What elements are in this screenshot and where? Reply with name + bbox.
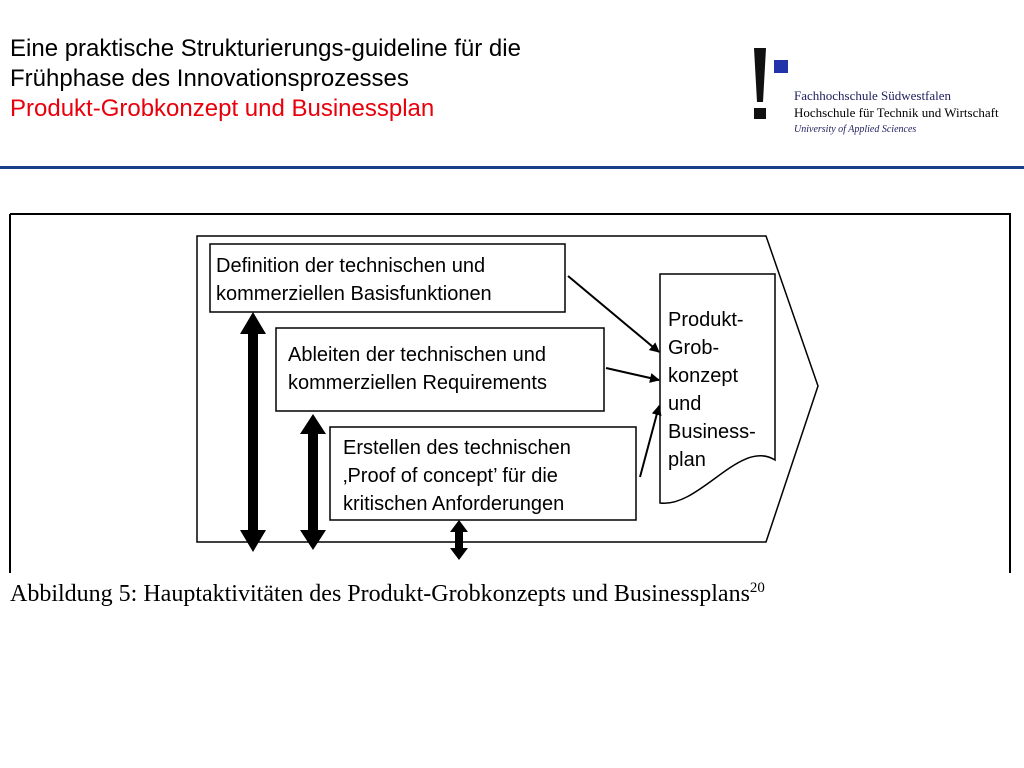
- result-line: konzept: [668, 365, 739, 387]
- result-line: Grob-: [668, 337, 720, 359]
- box-requirements-line-2: kommerziellen Requirements: [288, 372, 547, 394]
- box-proof-line-2: ‚Proof of concept’ für die: [343, 465, 558, 487]
- arrow-box2-to-result: [606, 368, 659, 380]
- double-arrow-large: [240, 312, 266, 552]
- result-line: Business-: [668, 421, 756, 443]
- box-proof-line-1: Erstellen des technischen: [343, 437, 571, 459]
- slide-title: [10, 34, 521, 124]
- result-document-text: [668, 306, 756, 474]
- box-proof-line-3: kritischen Anforderungen: [343, 493, 565, 515]
- logo-line-1: Fachhochschule Südwestfalen: [794, 88, 952, 103]
- double-arrow-small: [450, 520, 468, 560]
- slide-subtitle: Produkt-Grobkonzept und Businessplan: [10, 95, 435, 122]
- caption-text: Abbildung 5: Hauptaktivitäten des Produkt-Grobkonzepts und Businessplans: [10, 581, 750, 607]
- diagram-figure: [0, 170, 1024, 610]
- result-line: plan: [668, 449, 706, 471]
- title-line-1: Eine praktische Strukturierungs-guideline für die: [10, 35, 521, 62]
- figure-caption: [10, 580, 765, 608]
- title-line-2: Frühphase des Innovationsprozesses: [10, 65, 409, 92]
- result-line: und: [668, 393, 702, 415]
- double-arrow-medium: [300, 414, 326, 550]
- logo-line-3: University of Applied Sciences: [794, 124, 917, 135]
- box-definition-line-2: kommerziellen Basisfunktionen: [216, 283, 492, 305]
- header-divider: [0, 166, 1024, 169]
- box-requirements-text: [288, 341, 547, 397]
- result-line: Produkt-: [668, 309, 744, 331]
- university-logo: [748, 44, 1024, 140]
- box-proof-text: [343, 434, 571, 518]
- arrow-box3-to-result: [640, 406, 659, 477]
- box-requirements-line-1: Ableiten der technischen und: [288, 344, 546, 366]
- exclamation-logo-icon: [748, 44, 798, 124]
- logo-line-2: Hochschule für Technik und Wirtschaft: [794, 105, 999, 120]
- box-definition-text: [216, 252, 492, 308]
- box-definition-line-1: Definition der technischen und: [216, 255, 486, 277]
- caption-footnote: 20: [749, 580, 765, 596]
